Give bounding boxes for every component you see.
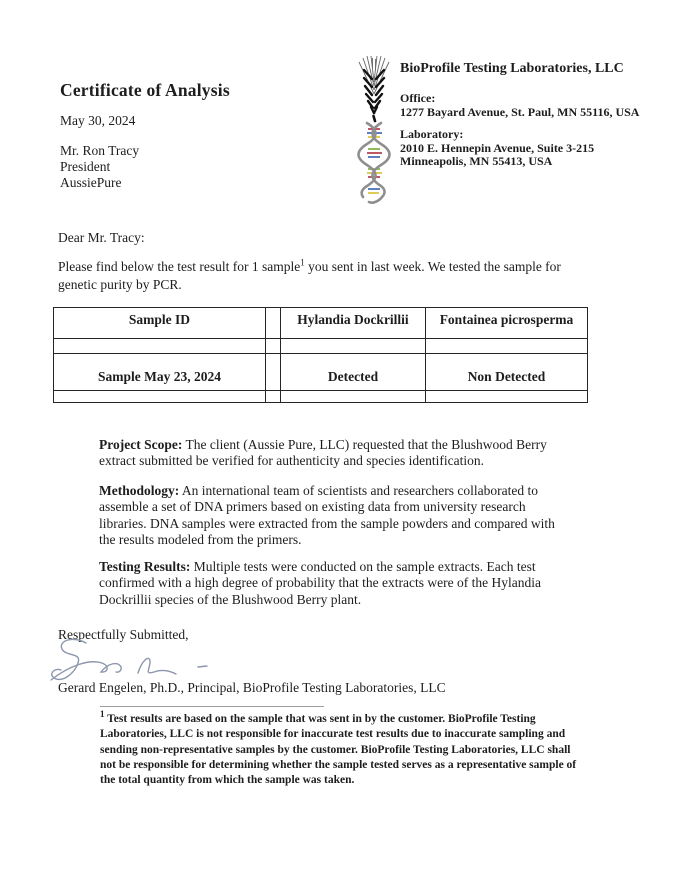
results-table	[53, 307, 588, 403]
section-testing-results	[99, 559, 561, 608]
recipient-block	[60, 143, 139, 191]
lab-laboratory-address-2: Minneapolis, MN 55413, USA	[400, 154, 553, 168]
footnote-divider	[100, 706, 324, 707]
intro-text-after: you sent in last week. We tested the sample for genetic purity by PCR.	[58, 259, 561, 292]
footnote-text: Test results are based on the sample that was sent in by the customer. BioProfile Testing Laboratories, LLC is not responsible for inaccurate test results due to inaccurate sampling and sending non-representative samples by the customer. BioProfile Testing Laboratories, LLC shall not be responsible for determining whether the sample tested serves as a representative sample of the total quantity from which the sample was taken.	[100, 713, 577, 787]
recipient-company: AussiePure	[60, 175, 122, 190]
document-date: May 30, 2024	[60, 113, 136, 128]
wheat-dna-logo-icon	[351, 56, 397, 211]
signatory-line: Gerard Engelen, Ph.D., Principal, BioProfile Testing Laboratories, LLC	[58, 680, 446, 695]
lab-laboratory-label: Laboratory:	[400, 127, 464, 141]
header-hylandia: Hylandia Dockrillii	[281, 308, 426, 339]
recipient-name: Mr. Ron Tracy	[60, 143, 140, 158]
table-gap-row	[54, 339, 588, 354]
section-label: Project Scope:	[99, 437, 183, 452]
intro-text-before: Please find below the test result for 1 sample	[58, 259, 301, 274]
lab-laboratory-address-1: 2010 E. Hennepin Avenue, Suite 3-215	[400, 140, 595, 155]
header-spacer	[266, 308, 281, 339]
lab-office-address: 1277 Bayard Avenue, St. Paul, MN 55116, USA	[400, 104, 640, 119]
cell-hylandia: Detected	[281, 354, 426, 391]
table-row	[54, 354, 588, 391]
lab-office-block	[400, 92, 639, 119]
table-header-row	[54, 308, 588, 339]
page-title: Certificate of Analysis	[60, 80, 230, 100]
salutation: Dear Mr. Tracy:	[58, 230, 145, 245]
section-text: The client (Aussie Pure, LLC) requested that the Blushwood Berry extract submitted be verified for authenticity and species identification.	[99, 437, 547, 469]
intro-paragraph	[58, 258, 603, 293]
footnote-superscript: 1	[100, 709, 105, 720]
footnote	[100, 709, 589, 788]
table-end-row	[54, 391, 588, 403]
valediction: Respectfully Submitted,	[58, 627, 189, 642]
cell-sample-id: Sample May 23, 2024	[54, 354, 266, 391]
section-methodology	[99, 483, 561, 548]
section-label: Methodology:	[99, 483, 180, 498]
lab-laboratory-block	[400, 128, 594, 169]
lab-name: BioProfile Testing Laboratories, LLC	[400, 61, 624, 76]
footnote-ref-superscript: 1	[300, 257, 305, 268]
section-label: Testing Results:	[99, 559, 191, 574]
section-project-scope	[99, 437, 561, 470]
header-fontainea: Fontainea picrosperma	[426, 308, 588, 339]
cell-spacer	[266, 354, 281, 391]
header-sample-id: Sample ID	[54, 308, 266, 339]
section-text: An international team of scientists and researchers collaborated to assemble a set of DNA primers based on existing data from university research libraries. DNA samples were extracted from the sample powders and compared with the results modeled from the primers.	[99, 483, 555, 547]
cell-fontainea: Non Detected	[426, 354, 588, 391]
lab-office-label: Office:	[400, 91, 436, 105]
recipient-title: President	[60, 159, 111, 174]
section-text: Multiple tests were conducted on the sample extracts. Each test confirmed with a high degree of probability that the extracts were of the Hylandia Dockrillii species of the Blushwood Berry plant.	[99, 559, 541, 607]
